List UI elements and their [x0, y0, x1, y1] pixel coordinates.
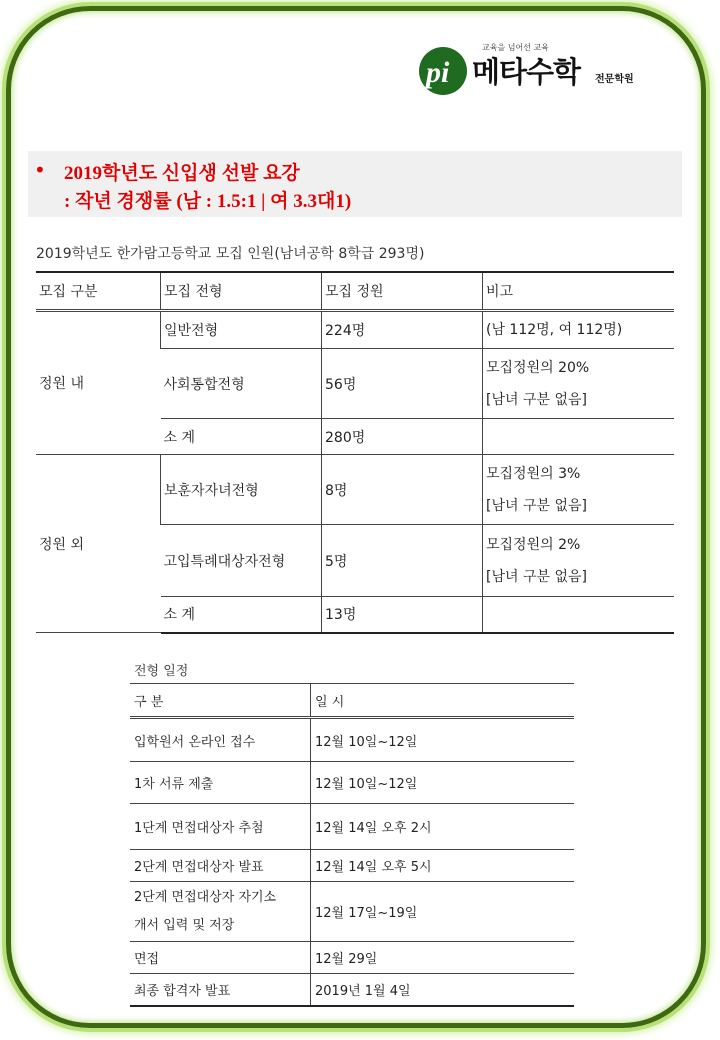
note-cell — [483, 455, 675, 525]
item-cell: 2단계 면접대상자 발표 — [130, 850, 311, 882]
category-cell: 정원 내 — [36, 311, 161, 455]
table-row — [130, 804, 574, 850]
item-cell: 면접 — [130, 942, 311, 974]
quota-cell: 280명 — [322, 419, 483, 455]
table-row — [130, 974, 574, 1006]
table-row — [130, 942, 574, 974]
note-cell — [483, 525, 675, 597]
table-row — [130, 762, 574, 804]
header-item: 구 분 — [130, 684, 311, 718]
svg-text:pi: pi — [426, 56, 450, 89]
table-header-row — [130, 684, 574, 718]
type-cell: 보훈자자녀전형 — [161, 455, 322, 525]
date-cell: 12월 14일 오후 2시 — [311, 804, 575, 850]
date-cell: 12월 10일~12일 — [311, 718, 575, 762]
recruit-table — [36, 271, 674, 634]
table-row — [36, 311, 674, 349]
bullet-icon: • — [34, 158, 46, 182]
item-line: 2단계 면접대상자 자기소 — [134, 889, 277, 905]
item-cell: 1차 서류 제출 — [130, 762, 311, 804]
quota-cell: 56명 — [322, 349, 483, 419]
item-cell: 입학원서 온라인 접수 — [130, 718, 311, 762]
note-line: [남녀 구분 없음] — [486, 568, 587, 585]
item-line: 개서 입력 및 저장 — [134, 917, 235, 933]
logo — [418, 40, 648, 104]
type-cell: 일반전형 — [161, 311, 322, 349]
note-line: 모집정원의 2% — [486, 536, 581, 553]
header-note: 비고 — [483, 272, 675, 311]
table-header-row — [36, 272, 674, 311]
date-cell: 12월 14일 오후 5시 — [311, 850, 575, 882]
schedule-caption: 전형 일정 — [134, 664, 189, 679]
header-category: 모집 구분 — [36, 272, 161, 311]
note-cell — [483, 597, 675, 633]
logo-tagline: 교육을 넘어선 교육 — [482, 43, 549, 52]
type-cell: 사회통합전형 — [161, 349, 322, 419]
date-cell: 12월 10일~12일 — [311, 762, 575, 804]
header-quota: 모집 정원 — [322, 272, 483, 311]
type-cell: 소 계 — [161, 597, 322, 633]
note-line: [남녀 구분 없음] — [486, 497, 587, 514]
category-cell: 정원 외 — [36, 455, 161, 633]
quota-cell: 224명 — [322, 311, 483, 349]
headline-competition-rate: : 작년 경쟁률 (남 : 1.5:1 | 여 3.3대1) — [64, 191, 352, 212]
table-row — [130, 718, 574, 762]
item-cell: 1단계 면접대상자 추첨 — [130, 804, 311, 850]
note-line: 모집정원의 3% — [486, 465, 581, 482]
note-line: [남녀 구분 없음] — [486, 391, 587, 408]
schedule-table — [130, 683, 574, 1007]
note-line: (남 112명, 여 112명) — [486, 322, 623, 338]
quota-cell: 13명 — [322, 597, 483, 633]
type-cell: 고입특례대상자전형 — [161, 525, 322, 597]
table-row — [130, 850, 574, 882]
type-cell: 소 계 — [161, 419, 322, 455]
date-cell: 12월 17일~19일 — [311, 882, 575, 942]
logo-name: 메타수학 — [472, 55, 581, 89]
table-row — [36, 455, 674, 525]
note-cell — [483, 419, 675, 455]
headline-title: 2019학년도 신입생 선발 요강 — [64, 163, 300, 184]
headline-box — [28, 151, 682, 217]
table-row — [130, 882, 574, 942]
item-cell — [130, 882, 311, 942]
date-cell: 12월 29일 — [311, 942, 575, 974]
logo-pi-icon — [418, 46, 468, 96]
quota-cell: 8명 — [322, 455, 483, 525]
recruit-caption: 2019학년도 한가람고등학교 모집 인원(남녀공학 8학급 293명) — [36, 246, 425, 262]
quota-cell: 5명 — [322, 525, 483, 597]
header-type: 모집 전형 — [161, 272, 322, 311]
header-date: 일 시 — [311, 684, 575, 718]
date-cell: 2019년 1월 4일 — [311, 974, 575, 1006]
item-cell: 최종 합격자 발표 — [130, 974, 311, 1006]
note-line: 모집정원의 20% — [486, 359, 590, 376]
note-cell — [483, 349, 675, 419]
logo-subtitle: 전문학원 — [595, 74, 634, 85]
note-cell — [483, 311, 675, 349]
